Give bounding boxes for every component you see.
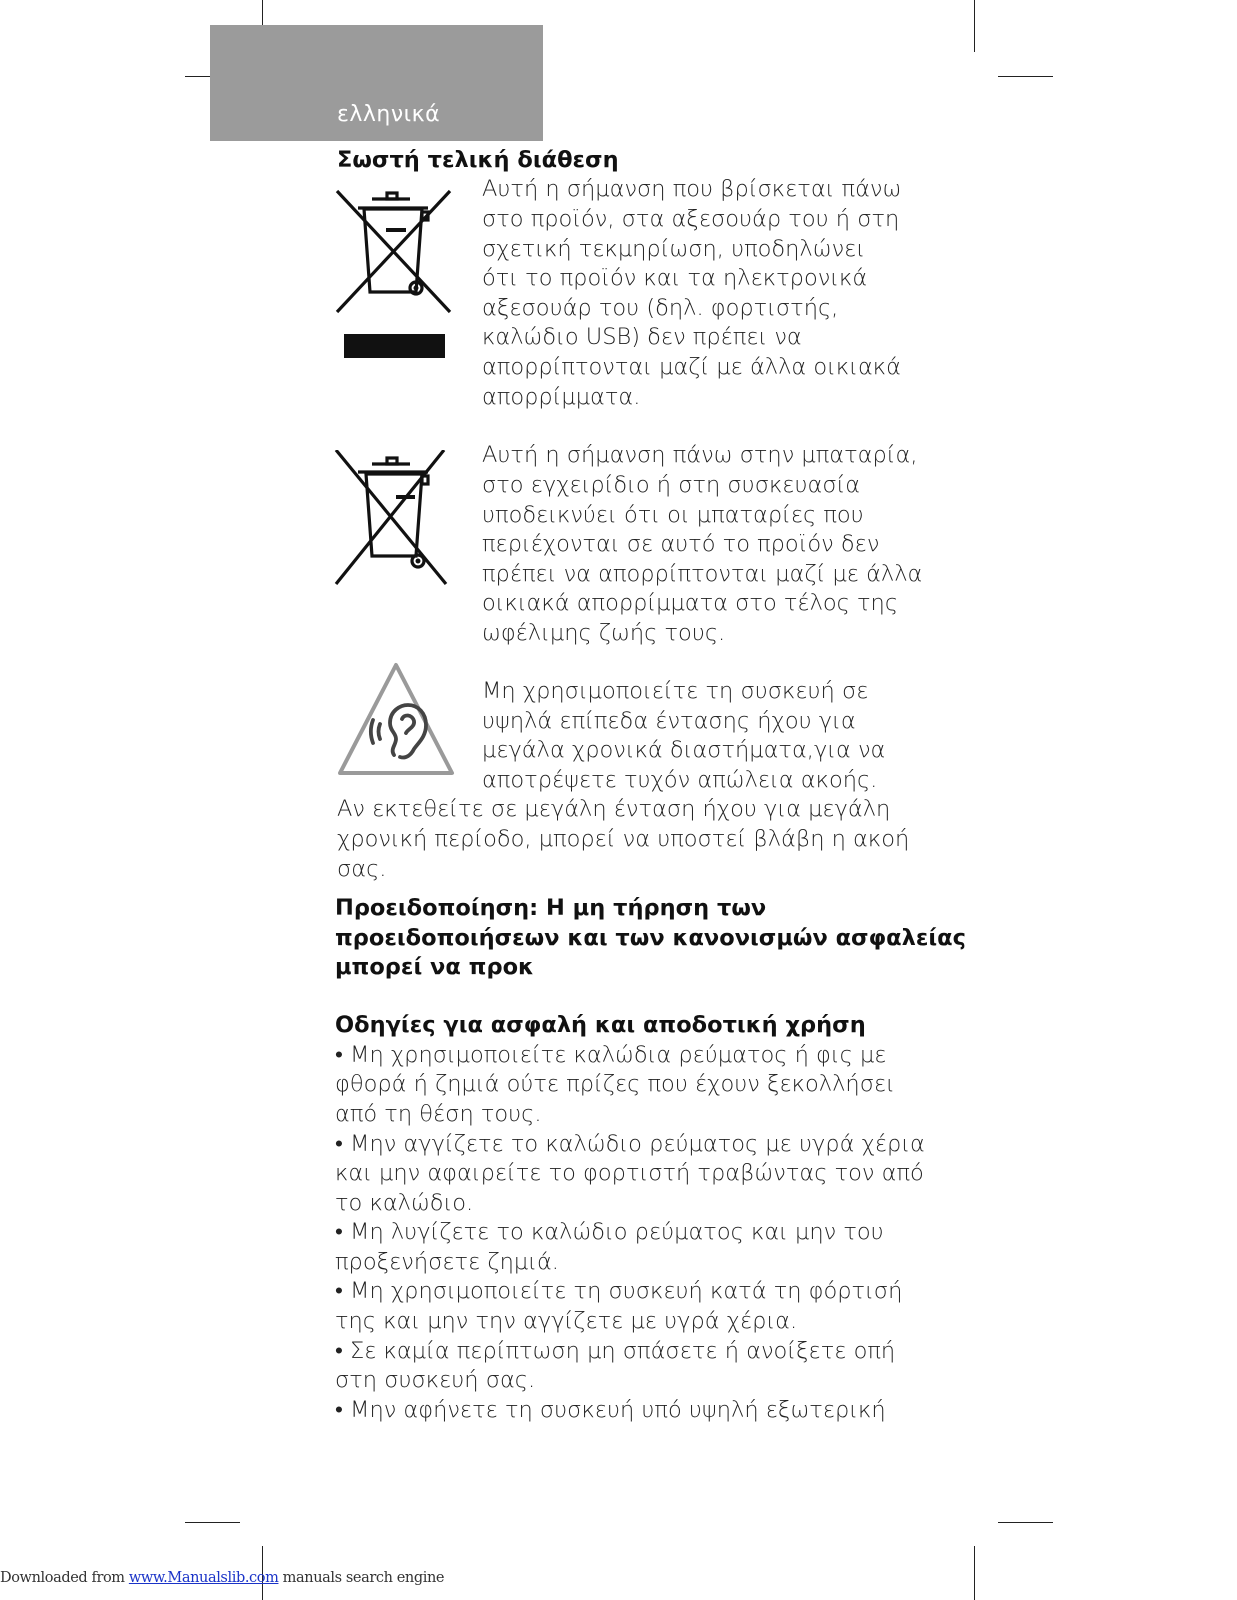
weee-line: καλώδιο USB) δεν πρέπει να: [482, 324, 802, 350]
weee-line: απορρίμματα.: [482, 384, 641, 410]
safe-use-line: • Μη χρησιμοποιείτε τη συσκευή κατά τη φόρτισή: [335, 1278, 903, 1304]
safe-use-title: Οδηγίες για ασφαλή και αποδοτική χρήση: [335, 1012, 866, 1038]
crop-mark: [998, 76, 1053, 77]
safe-use-line: της και μην την αγγίζετε με υγρά χέρια.: [335, 1308, 798, 1334]
hearing-line: μεγάλα χρονικά διαστήματα,για να: [482, 737, 886, 763]
warning-line: μπορεί να προκ: [335, 954, 535, 980]
battery-line: περιέχονται σε αυτό το προϊόν δεν: [482, 531, 880, 557]
crop-mark: [974, 0, 975, 52]
weee-line: στο προϊόν, στα αξεσουάρ του ή στη: [482, 206, 900, 232]
battery-line: στο εγχειρίδιο ή στη συσκευασία: [482, 472, 861, 498]
warning-line: Προειδοποίηση: Η μη τήρηση των: [335, 895, 767, 921]
footer-prefix: Downloaded from: [0, 1570, 129, 1586]
hearing-line: Μη χρησιμοποιείτε τη συσκευή σε: [482, 678, 869, 704]
battery-line: ωφέλιμης ζωής τους.: [482, 620, 726, 646]
safe-use-line: • Μη λυγίζετε το καλώδιο ρεύματος και μην του: [335, 1219, 884, 1245]
safe-use-line: • Σε καμία περίπτωση μη σπάσετε ή ανοίξετε οπή: [335, 1338, 896, 1364]
crossed-out-battery-bin-icon: [334, 450, 459, 590]
weee-line: σχετική τεκμηρίωση, υποδηλώνει: [482, 236, 866, 262]
warning-line: προειδοποιήσεων και των κανονισμών ασφαλείας: [335, 925, 966, 951]
safe-use-line: και μην αφαιρείτε το φορτιστή τραβώντας τον από: [335, 1160, 924, 1186]
safe-use-line: το καλώδιο.: [335, 1190, 474, 1216]
battery-line: οικιακά απορρίμματα στο τέλος της: [482, 590, 899, 616]
crop-mark: [998, 1522, 1053, 1523]
hearing-line: υψηλά επίπεδα έντασης ήχου για: [482, 708, 856, 734]
crossed-out-bin-icon: [334, 186, 459, 361]
weee-line: Αυτή η σήμανση που βρίσκεται πάνω: [482, 176, 902, 202]
hearing-warning-icon: [334, 659, 458, 777]
disposal-title: Σωστή τελική διάθεση: [337, 147, 619, 173]
safe-use-line: • Μην αφήνετε τη συσκευή υπό υψηλή εξωτερική: [335, 1397, 886, 1423]
download-footer: [0, 1570, 444, 1586]
safe-use-line: προξενήσετε ζημιά.: [335, 1249, 559, 1275]
footer-suffix: manuals search engine: [278, 1570, 445, 1586]
battery-line: πρέπει να απορρίπτονται μαζί με άλλα: [482, 561, 923, 587]
weee-line: αξεσουάρ του (δηλ. φορτιστής,: [482, 295, 839, 321]
weee-line: ότι το προϊόν και τα ηλεκτρονικά: [482, 265, 868, 291]
battery-line: υποδεικνύει ότι οι μπαταρίες που: [482, 502, 864, 528]
weee-line: απορρίπτονται μαζί με άλλα οικιακά: [482, 354, 901, 380]
crop-mark: [185, 1522, 240, 1523]
safe-use-line: στη συσκευή σας.: [335, 1367, 536, 1393]
hearing-line: σας.: [337, 856, 387, 882]
manualslib-link[interactable]: www.Manualslib.com: [128, 1570, 279, 1586]
battery-line: Αυτή η σήμανση πάνω στην μπαταρία,: [482, 442, 918, 468]
safe-use-line: από τη θέση τους.: [335, 1101, 542, 1127]
safe-use-line: • Μη χρησιμοποιείτε καλώδια ρεύματος ή φις με: [335, 1042, 887, 1068]
hearing-line: αποτρέψετε τυχόν απώλεια ακοής.: [482, 767, 878, 793]
hearing-line: Αν εκτεθείτε σε μεγάλη ένταση ήχου για μεγάλη: [337, 796, 891, 822]
safe-use-line: φθορά ή ζημιά ούτε πρίζες που έχουν ξεκολλήσει: [335, 1071, 895, 1097]
crop-mark: [974, 1546, 975, 1600]
language-label: ελληνικά: [337, 102, 441, 127]
hearing-line: χρονική περίοδο, μπορεί να υποστεί βλάβη η ακοή: [337, 826, 910, 852]
safe-use-line: • Μην αγγίζετε το καλώδιο ρεύματος με υγρά χέρια: [335, 1131, 925, 1157]
